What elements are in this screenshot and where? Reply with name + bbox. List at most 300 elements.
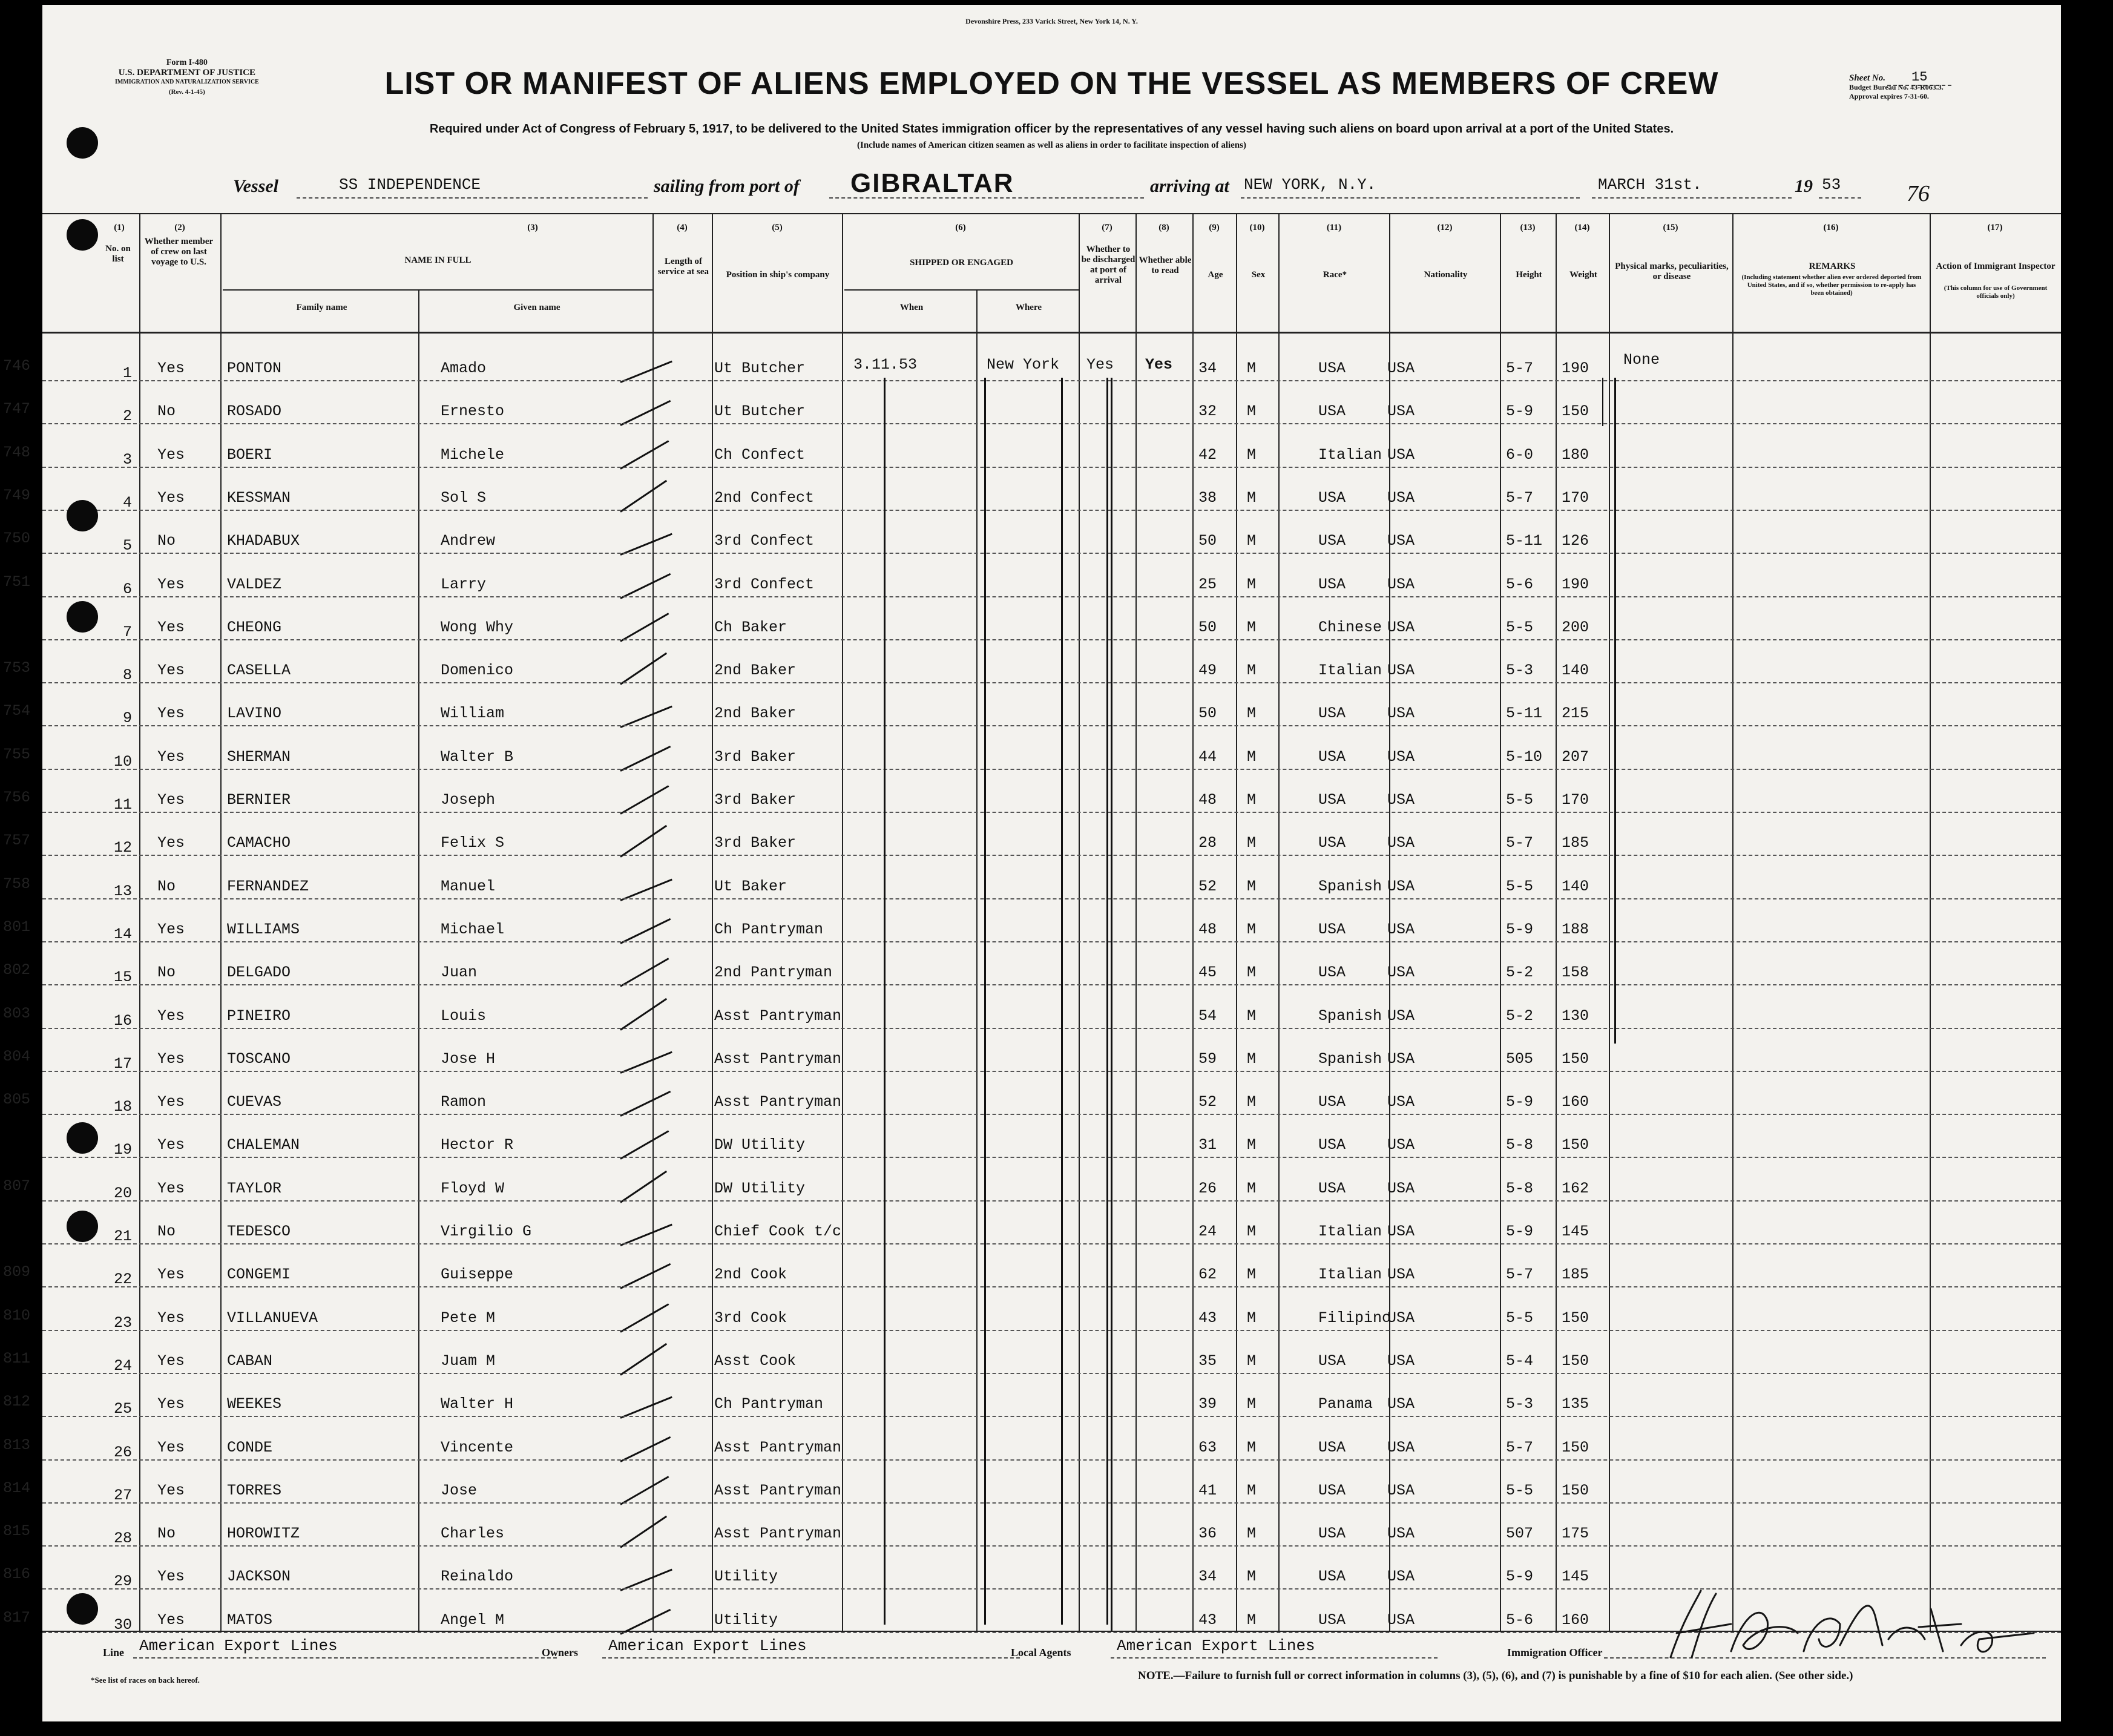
last-voyage: Yes: [157, 1093, 185, 1111]
family-name: SHERMAN: [227, 748, 291, 766]
age: 59: [1198, 1050, 1217, 1068]
weight: 170: [1562, 791, 1589, 809]
race: USA: [1318, 1438, 1346, 1456]
header-inspector-note: (This column for use of Government officials only): [1944, 284, 2048, 300]
sex: M: [1247, 877, 1257, 895]
weight: 160: [1562, 1093, 1589, 1111]
height: 5-2: [1506, 1007, 1534, 1025]
ditto-mark-read: [1111, 378, 1112, 1631]
position: Ut Butcher: [714, 403, 806, 421]
year-prefix: 19: [1795, 176, 1813, 196]
position: Ut Baker: [714, 877, 787, 895]
nationality: USA: [1387, 705, 1415, 723]
service-check-mark: [620, 1091, 671, 1117]
owners-value: American Export Lines: [608, 1637, 807, 1655]
column-rule: [1236, 213, 1237, 1631]
weight: 150: [1562, 1136, 1589, 1154]
last-voyage: Yes: [157, 920, 185, 938]
weight: 207: [1562, 748, 1589, 766]
given-name: Ramon: [441, 1093, 487, 1111]
nationality: USA: [1387, 1525, 1415, 1543]
row-number: 22: [113, 1271, 132, 1289]
last-voyage: Yes: [157, 1352, 185, 1370]
port-of-arrival: NEW YORK, N.Y.: [1244, 176, 1376, 194]
service: IMMIGRATION AND NATURALIZATION SERVICE: [115, 79, 259, 85]
column-rule: [976, 289, 978, 1631]
position: Asst Cook: [714, 1352, 797, 1370]
age: 50: [1198, 705, 1217, 723]
row-rule: [42, 639, 2061, 640]
sex: M: [1247, 920, 1257, 938]
age: 43: [1198, 1611, 1217, 1629]
nationality: USA: [1387, 446, 1415, 464]
given-name: Hector R: [441, 1136, 514, 1154]
row-rule: [42, 1502, 2061, 1504]
sex: M: [1247, 834, 1257, 852]
race: USA: [1318, 1481, 1346, 1499]
row-rule: [42, 1114, 2061, 1115]
row-rule: [42, 553, 2061, 554]
margin-number: 810: [3, 1306, 31, 1324]
family-name: BOERI: [227, 446, 273, 464]
age: 62: [1198, 1266, 1217, 1284]
weight: 150: [1562, 1481, 1589, 1499]
position: 3rd Confect: [714, 575, 815, 593]
service-check-mark: [620, 1131, 669, 1160]
row-number: 24: [113, 1356, 132, 1375]
last-voyage: No: [157, 1525, 176, 1543]
height: 5-9: [1506, 920, 1534, 938]
year: 53: [1822, 176, 1841, 194]
race: Italian: [1318, 662, 1382, 680]
weight: 188: [1562, 920, 1589, 938]
margin-number: 816: [3, 1565, 31, 1583]
nationality: USA: [1387, 791, 1415, 809]
column-rule: [842, 213, 843, 1631]
sex: M: [1247, 705, 1257, 723]
race: USA: [1318, 1136, 1346, 1154]
height: 5-11: [1506, 705, 1543, 723]
service-check-mark: [620, 1343, 667, 1376]
position: 2nd Cook: [714, 1266, 787, 1284]
age: 52: [1198, 1093, 1217, 1111]
nationality: USA: [1387, 618, 1415, 636]
row-rule: [42, 682, 2061, 683]
age: 24: [1198, 1223, 1217, 1240]
vessel-name: SS INDEPENDENCE: [339, 176, 481, 194]
position: Ch Baker: [714, 618, 787, 636]
height: 5-5: [1506, 1309, 1534, 1327]
column-rule: [1930, 213, 1931, 1631]
row-number: 11: [113, 796, 132, 814]
row-number: 6: [122, 580, 132, 598]
age: 32: [1198, 403, 1217, 421]
column-number: (17): [1987, 223, 2003, 232]
family-name: KHADABUX: [227, 532, 300, 550]
row-number: 8: [122, 666, 132, 685]
column-rule: [1135, 213, 1137, 1631]
weight: 160: [1562, 1611, 1589, 1629]
sheet-label: Sheet No.: [1849, 73, 1885, 83]
race: USA: [1318, 920, 1346, 938]
height: 5-9: [1506, 1568, 1534, 1586]
sex: M: [1247, 1309, 1257, 1327]
service-check-mark: [620, 1303, 669, 1333]
row-number: 25: [113, 1400, 132, 1418]
given-name: Domenico: [441, 662, 514, 680]
position: Asst Pantryman: [714, 1481, 842, 1499]
row-number: 3: [122, 450, 132, 469]
service-check-mark: [620, 825, 667, 858]
row-number: 5: [122, 537, 132, 555]
column-rule: [1079, 213, 1080, 1631]
weight: 130: [1562, 1007, 1589, 1025]
header-height: Height: [1516, 270, 1542, 280]
column-rule: [1732, 213, 1733, 1631]
race: Chinese: [1318, 618, 1382, 636]
given-name: Walter B: [441, 748, 514, 766]
family-name: LAVINO: [227, 705, 282, 723]
penalty-note: NOTE.—Failure to furnish full or correct information in columns (3), (5), (6), and (7) is punishable by a fine of $10 for each alien. (See other side.): [1138, 1669, 1853, 1682]
row-rule: [42, 596, 2061, 597]
row-rule: [42, 380, 2061, 381]
race: USA: [1318, 488, 1346, 507]
age: 63: [1198, 1438, 1217, 1456]
sex: M: [1247, 791, 1257, 809]
sex: M: [1247, 1481, 1257, 1499]
race: USA: [1318, 834, 1346, 852]
nationality: USA: [1387, 1611, 1415, 1629]
approval-expiry: Approval expires 7-31-60.: [1849, 92, 1929, 100]
column-number: (1): [114, 223, 125, 232]
family-name: TORRES: [227, 1481, 282, 1499]
row-rule: [42, 467, 2061, 468]
family-name: HOROWITZ: [227, 1525, 300, 1543]
race: USA: [1318, 403, 1346, 421]
given-name: Juam M: [441, 1352, 496, 1370]
family-name: CHEONG: [227, 618, 282, 636]
nationality: USA: [1387, 1179, 1415, 1197]
sailing-label: sailing from port of: [654, 176, 800, 196]
age: 48: [1198, 920, 1217, 938]
punch-hole: [67, 1211, 98, 1242]
age: 35: [1198, 1352, 1217, 1370]
age: 52: [1198, 877, 1217, 895]
given-name: Guiseppe: [441, 1266, 514, 1284]
position: Ch Pantryman: [714, 1395, 824, 1413]
position: DW Utility: [714, 1136, 806, 1154]
margin-number: 751: [3, 573, 31, 591]
sex: M: [1247, 1007, 1257, 1025]
nationality: USA: [1387, 877, 1415, 895]
row-number: 2: [122, 407, 132, 426]
given-name: Ernesto: [441, 403, 505, 421]
height: 5-2: [1506, 964, 1534, 982]
row-rule: [42, 1157, 2061, 1158]
row-rule: [42, 1330, 2061, 1331]
column-number: (14): [1574, 223, 1590, 232]
position: Asst Pantryman: [714, 1050, 842, 1068]
service-check-mark: [620, 653, 667, 685]
row-rule: [42, 1071, 2061, 1072]
weight: 180: [1562, 446, 1589, 464]
race: Spanish: [1318, 1050, 1382, 1068]
row-rule: [42, 1459, 2061, 1461]
margin-number: 802: [3, 961, 31, 979]
margin-number: 757: [3, 832, 31, 850]
service-check-mark: [620, 1170, 667, 1203]
arrival-date: MARCH 31st.: [1598, 176, 1702, 194]
height: 5-5: [1506, 791, 1534, 809]
last-voyage: Yes: [157, 1007, 185, 1025]
header-race: Race*: [1323, 270, 1347, 280]
margin-number: 813: [3, 1436, 31, 1454]
race: USA: [1318, 791, 1346, 809]
race: USA: [1318, 1179, 1346, 1197]
row-number: 14: [113, 925, 132, 943]
column-rule: [1278, 213, 1280, 1631]
row-rule: [42, 1200, 2061, 1202]
family-name: CHALEMAN: [227, 1136, 300, 1154]
header-shipped-engaged: SHIPPED OR ENGAGED: [910, 258, 1013, 268]
height: 5-6: [1506, 1611, 1534, 1629]
column-rule: [1609, 213, 1610, 1631]
sex: M: [1247, 488, 1257, 507]
physical-marks-value: None: [1623, 351, 1660, 369]
margin-number: 804: [3, 1047, 31, 1065]
race: Italian: [1318, 1266, 1382, 1284]
position: 2nd Baker: [714, 662, 797, 680]
last-voyage: Yes: [157, 1611, 185, 1629]
nationality: USA: [1387, 403, 1415, 421]
nationality: USA: [1387, 1395, 1415, 1413]
sex: M: [1247, 403, 1257, 421]
row-rule: [42, 510, 2061, 511]
column-number: (4): [677, 223, 688, 232]
row-rule: [42, 1286, 2061, 1287]
height: 507: [1506, 1525, 1534, 1543]
height: 5-7: [1506, 1438, 1534, 1456]
race: USA: [1318, 532, 1346, 550]
last-voyage: Yes: [157, 662, 185, 680]
line-value: American Export Lines: [139, 1637, 338, 1655]
given-name: Michele: [441, 446, 505, 464]
last-voyage: No: [157, 403, 176, 421]
last-voyage: Yes: [157, 705, 185, 723]
nationality: USA: [1387, 1136, 1415, 1154]
sex: M: [1247, 618, 1257, 636]
race: USA: [1318, 1352, 1346, 1370]
given-name: Andrew: [441, 532, 496, 550]
header-where: Where: [1015, 303, 1042, 312]
weight: 150: [1562, 1309, 1589, 1327]
sex: M: [1247, 748, 1257, 766]
height: 6-0: [1506, 446, 1534, 464]
column-number: (8): [1158, 223, 1169, 232]
vessel-label: Vessel: [233, 176, 278, 196]
sex: M: [1247, 446, 1257, 464]
row-number: 28: [113, 1530, 132, 1548]
column-rule: [1500, 213, 1501, 1631]
given-name: Pete M: [441, 1309, 496, 1327]
weight: 140: [1562, 877, 1589, 895]
row-number: 30: [113, 1616, 132, 1634]
family-name: WEEKES: [227, 1395, 282, 1413]
port-of-departure: GIBRALTAR: [850, 168, 1014, 198]
discharged-value: Yes: [1086, 356, 1114, 373]
race: Spanish: [1318, 877, 1382, 895]
age: 41: [1198, 1481, 1217, 1499]
column-number: (2): [174, 223, 185, 232]
height: 5-3: [1506, 662, 1534, 680]
weight: 135: [1562, 1395, 1589, 1413]
given-name: Angel M: [441, 1611, 505, 1629]
sex: M: [1247, 662, 1257, 680]
row-number: 9: [122, 709, 132, 728]
service-check-mark: [620, 1476, 669, 1505]
column-number: (15): [1663, 223, 1678, 232]
service-check-mark: [620, 1516, 667, 1548]
family-name: FERNANDEZ: [227, 877, 309, 895]
last-voyage: No: [157, 877, 176, 895]
header-age: Age: [1208, 270, 1223, 280]
family-name: CONGEMI: [227, 1266, 291, 1284]
weight: 185: [1562, 1266, 1589, 1284]
weight: 190: [1562, 575, 1589, 593]
margin-number: 811: [3, 1349, 31, 1367]
column-rule: [418, 289, 419, 1631]
ditto-mark-when: [884, 378, 886, 1625]
position: DW Utility: [714, 1179, 806, 1197]
family-name: TOSCANO: [227, 1050, 291, 1068]
agents-label: Local Agents: [1011, 1646, 1071, 1659]
race: USA: [1318, 575, 1346, 593]
weight: 140: [1562, 662, 1589, 680]
margin-number: 805: [3, 1091, 31, 1109]
row-number: 26: [113, 1443, 132, 1461]
given-name: Charles: [441, 1525, 505, 1543]
given-name: Jose H: [441, 1050, 496, 1068]
column-number: (7): [1102, 223, 1112, 232]
given-name: Floyd W: [441, 1179, 505, 1197]
position: 3rd Baker: [714, 791, 797, 809]
position: Asst Pantryman: [714, 1093, 842, 1111]
row-number: 13: [113, 882, 132, 900]
last-voyage: Yes: [157, 1179, 185, 1197]
officer-label: Immigration Officer: [1507, 1646, 1603, 1659]
given-name: Reinaldo: [441, 1568, 514, 1586]
given-name: Joseph: [441, 791, 496, 809]
requirement-text: Required under Act of Congress of February 5, 1917, to be delivered to the United States immigration officer by the representatives of any vessel having such aliens on board upon arrival at a port of the United States.: [429, 122, 1674, 136]
nationality: USA: [1387, 1093, 1415, 1111]
column-number: (12): [1437, 223, 1453, 232]
last-voyage: Yes: [157, 575, 185, 593]
age: 34: [1198, 1568, 1217, 1586]
last-voyage: Yes: [157, 1395, 185, 1413]
height: 5-11: [1506, 532, 1543, 550]
race: Italian: [1318, 446, 1382, 464]
last-voyage: No: [157, 1223, 176, 1240]
weight: 145: [1562, 1223, 1589, 1240]
arriving-label: arriving at: [1150, 176, 1229, 196]
height: 5-6: [1506, 575, 1534, 593]
row-number: 20: [113, 1184, 132, 1202]
height: 505: [1506, 1050, 1534, 1068]
ditto-mark-discharged-2: [1106, 378, 1108, 1625]
family-name: TAYLOR: [227, 1179, 282, 1197]
nationality: USA: [1387, 1352, 1415, 1370]
position: Ut Butcher: [714, 360, 806, 377]
family-name: CABAN: [227, 1352, 273, 1370]
margin-number: 753: [3, 659, 31, 677]
manifest-sheet: [3, 5, 2061, 1721]
header-physical-marks: Physical marks, peculiarities, or disease: [1615, 261, 1729, 281]
row-number: 4: [122, 493, 132, 511]
margin-number: 749: [3, 486, 31, 504]
nationality: USA: [1387, 964, 1415, 982]
given-name: Juan: [441, 964, 478, 982]
race: Filipino: [1318, 1309, 1392, 1327]
sheet-info-block: [1849, 70, 1951, 101]
last-voyage: Yes: [157, 1136, 185, 1154]
age: 38: [1198, 488, 1217, 507]
header-family-name: Family name: [296, 303, 347, 312]
column-rule: [220, 213, 222, 1631]
height: 5-9: [1506, 1223, 1534, 1240]
race: Italian: [1318, 1223, 1382, 1240]
height: 5-8: [1506, 1136, 1534, 1154]
family-name: BERNIER: [227, 791, 291, 809]
age: 54: [1198, 1007, 1217, 1025]
position: Asst Pantryman: [714, 1525, 842, 1543]
able-to-read-value: Yes: [1145, 356, 1173, 373]
header-able-to-read: Whether able to read: [1139, 255, 1192, 275]
family-name: ROSADO: [227, 403, 282, 421]
family-name: DELGADO: [227, 964, 291, 982]
column-number: (6): [955, 223, 966, 232]
race: USA: [1318, 1093, 1346, 1111]
header-given-name: Given name: [513, 303, 560, 312]
row-number: 19: [113, 1141, 132, 1159]
race: USA: [1318, 1568, 1346, 1586]
column-number: (11): [1326, 223, 1342, 232]
row-number: 1: [122, 364, 132, 382]
column-rule: [1556, 213, 1557, 1631]
height: 5-5: [1506, 618, 1534, 636]
last-voyage: Yes: [157, 446, 185, 464]
given-name: Amado: [441, 360, 487, 377]
sex: M: [1247, 1611, 1257, 1629]
header-name-in-full: NAME IN FULL: [404, 255, 472, 265]
position: Utility: [714, 1568, 778, 1586]
row-rule: [42, 984, 2061, 985]
margin-number: 809: [3, 1263, 31, 1281]
height: 5-10: [1506, 748, 1543, 766]
race: USA: [1318, 964, 1346, 982]
sex: M: [1247, 1050, 1257, 1068]
given-name: Felix S: [441, 834, 505, 852]
row-number: 23: [113, 1314, 132, 1332]
header-remarks: (Including statement whether alien ever ordered deported from United States, and if so, whether permission to re-apply has been obtained): [1741, 274, 1922, 297]
height: 5-5: [1506, 877, 1534, 895]
age: 31: [1198, 1136, 1217, 1154]
weight: 145: [1562, 1568, 1589, 1586]
given-name: Jose: [441, 1481, 478, 1499]
margin-number: 815: [3, 1522, 31, 1540]
margin-number: 758: [3, 875, 31, 893]
race: USA: [1318, 360, 1346, 377]
age: 34: [1198, 360, 1217, 377]
